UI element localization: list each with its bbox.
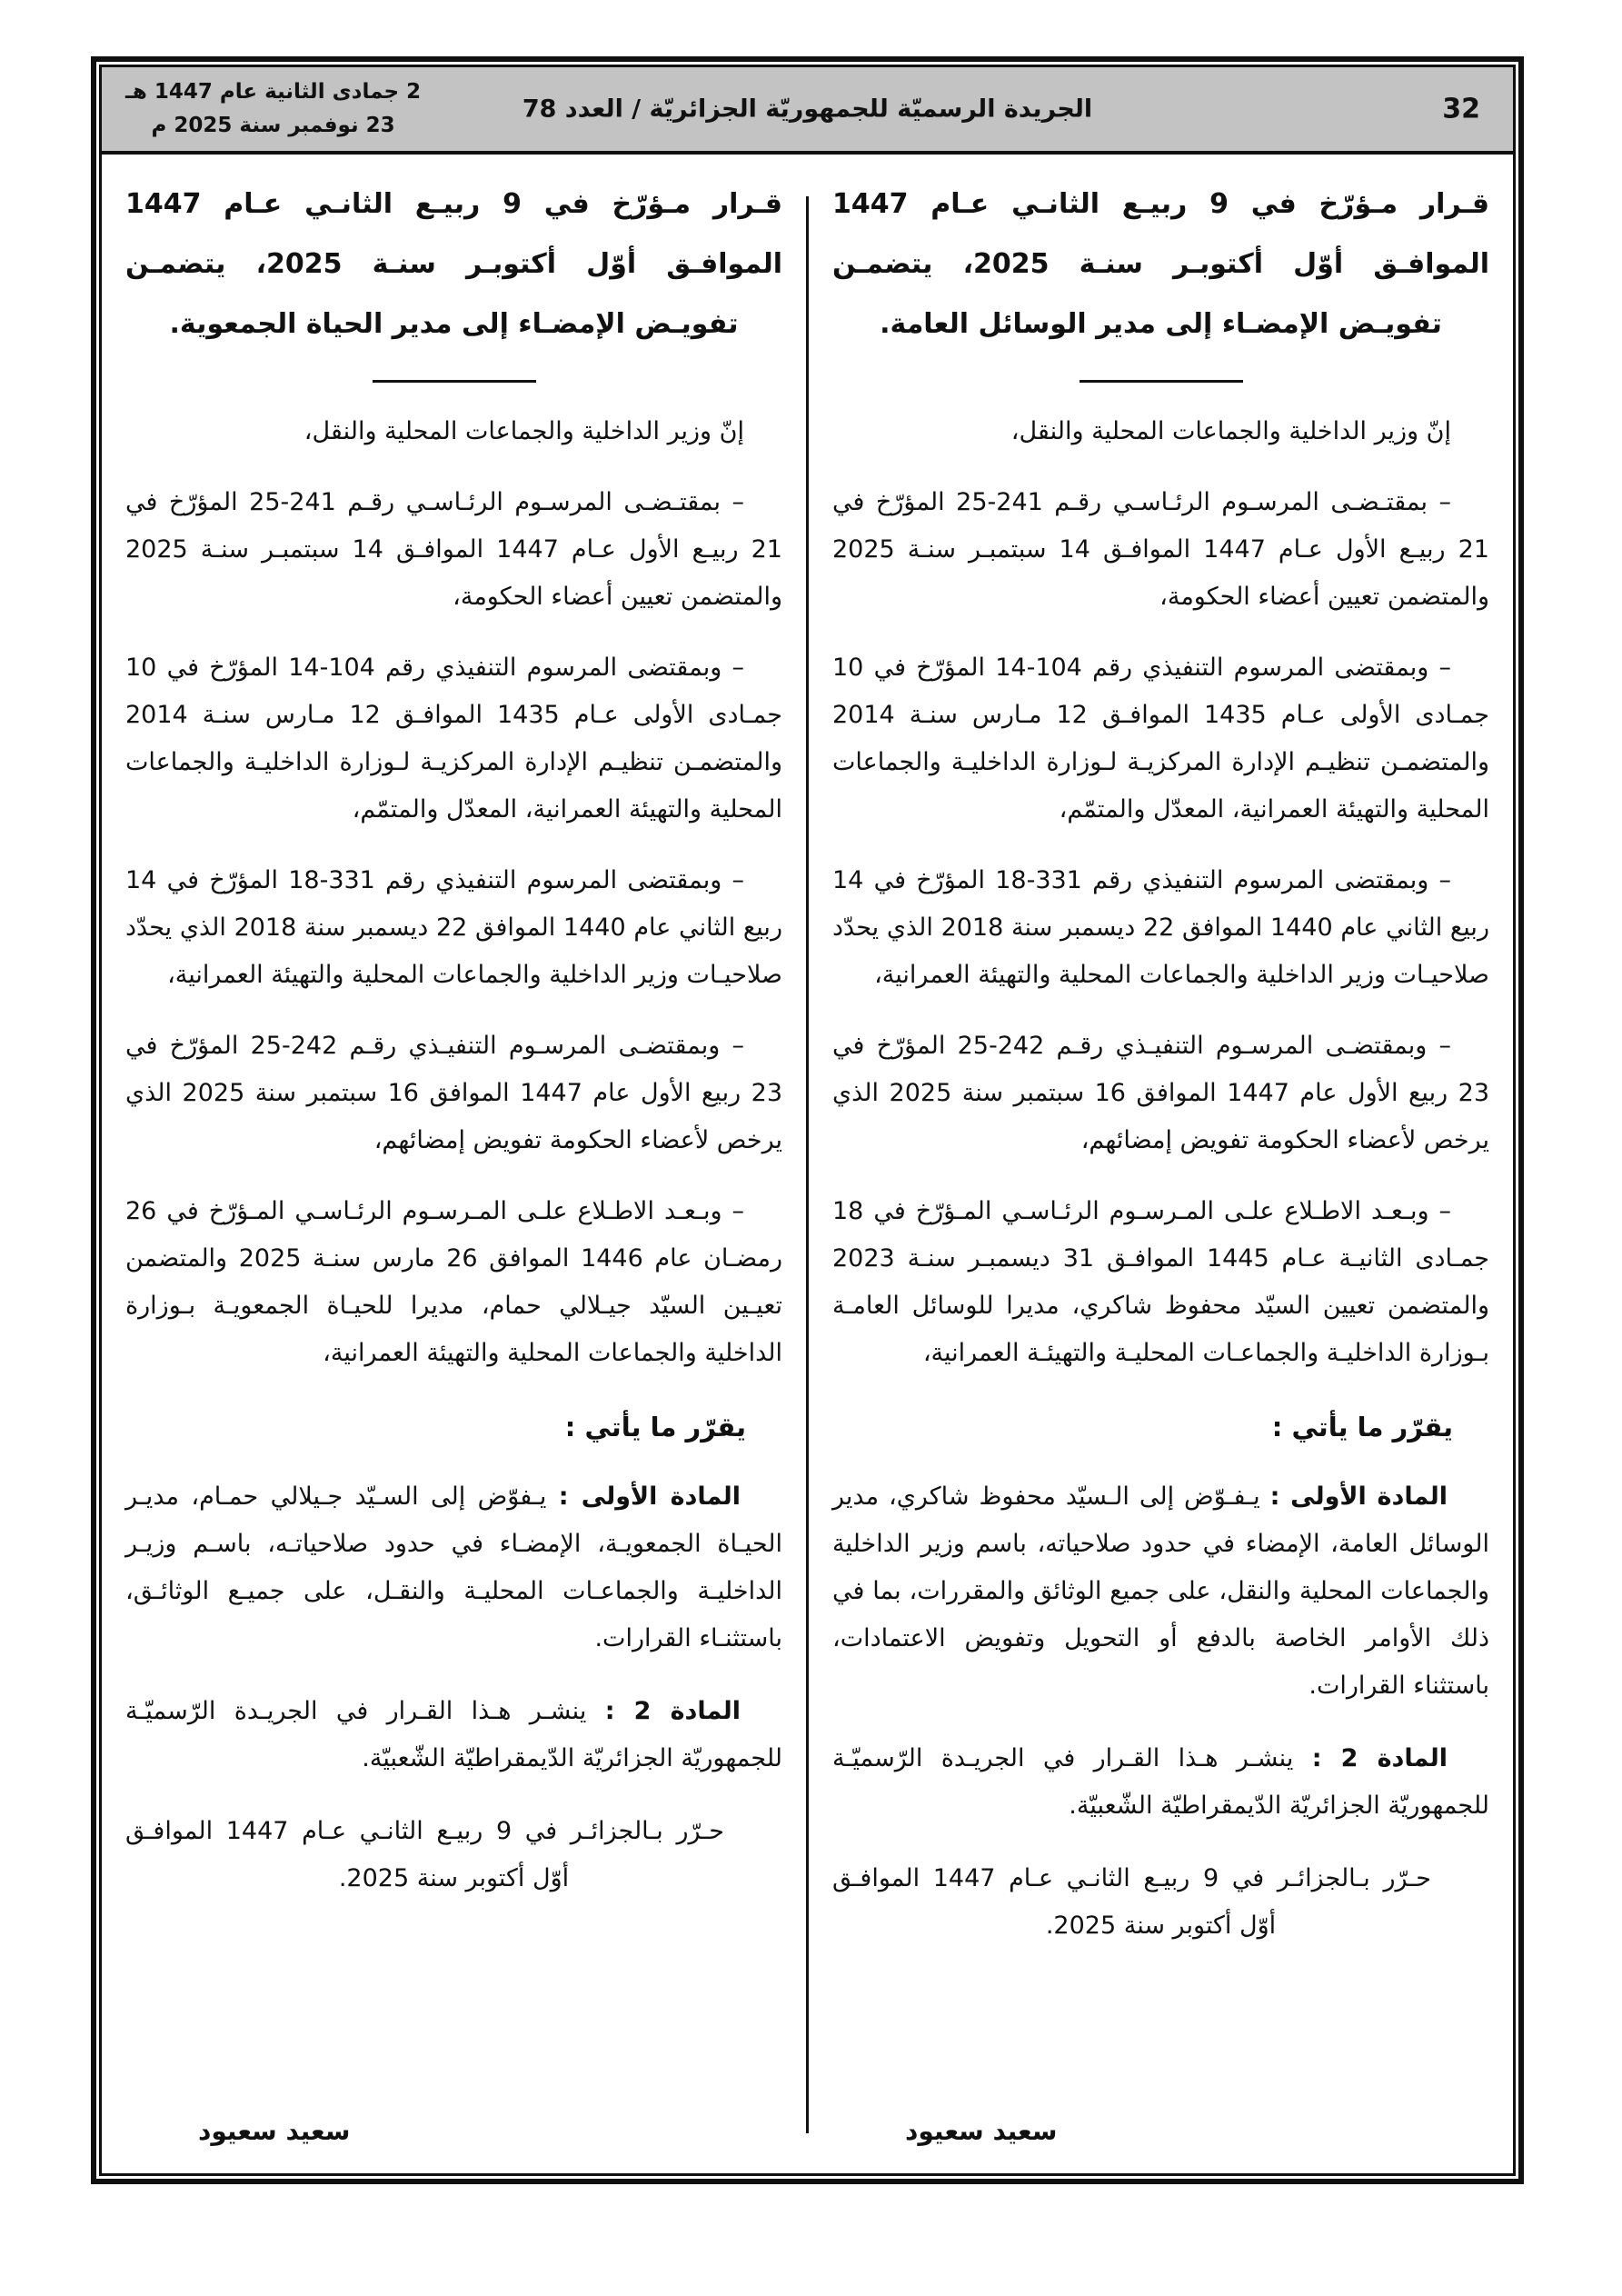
article-label: المادة 2 : (1311, 1744, 1448, 1772)
visa-clause: – وبمقتضـى المرسـوم التنفيـذي رقـم 242-25 المؤرّخ في 23 ربيع الأول عام 1447 الموافق 16 سبتمبر سنة 2025 الذي يرخص لأعضاء الحكومة تفويض إمضائهم، (125, 1032, 782, 1154)
closing-date-line: حـرّر بـالجزائـر في 9 ربيـع الثانـي عـام 1447 الموافـق أوّل أكتوبر سنة 2025. (832, 1864, 1431, 1940)
date-gregorian: 23 نوفمبر سنة 2025 م (151, 114, 395, 137)
column-divider (806, 196, 809, 2133)
visa-clause: – وبمقتضى المرسوم التنفيذي رقم 331-18 المؤرّخ في 14 ربيع الثاني عام 1440 الموافق 22 ديسمبر سنة 2018 الذي يحدّد صلاحيـات وزير الداخلية والجماعات المحلية والتهيئة العمرانية، (125, 866, 782, 989)
masthead-dates (125, 75, 421, 143)
visa-clause: – وبمقتضى المرسوم التنفيذي رقم 104-14 المؤرّخ في 10 جمـادى الأولى عـام 1435 الموافـق 12 مـارس سنـة 2014 والمتضمـن تنظيـم الإدارة المركزيـة لـوزارة الداخليـة والجماعات المحلية والتهيئة العمرانية، المعدّل والمتمّم، (832, 654, 1489, 824)
decree-enactment-line: يقرّر ما يأتي : (1271, 1412, 1453, 1442)
title-separator (1080, 380, 1243, 383)
decree-column-associative-life (114, 155, 793, 2173)
article-1 (832, 1473, 1489, 1710)
article-2 (125, 1688, 782, 1782)
visa-clause: – وبـعـد الاطـلاع علـى المـرسـوم الرئـاسـي المـؤرّخ في 18 جمـادى الثانيـة عـام 1445 الموافـق 31 ديسمبـر سنـة 2023 والمتضمن تعيين السيّد محفوظ شاكري، مديرا للوسائل العامـة بـوزارة الداخليـة والجماعـات المحليـة والتهيئـة العمرانية، (832, 1197, 1489, 1367)
article-text: ينشـر هـذا القـرار في الجريـدة الرّسميّـة للجمهوريّة الجزائريّة الدّيمقراطيّة الشّعبيّة. (832, 1744, 1489, 1820)
decree-title: قـرار مـؤرّخ في 9 ربيـع الثانـي عـام 1447 الموافـق أوّل أكتوبـر سنـة 2025، يتضمـن تفويـض الإمضـاء إلى مدير الحياة الجمعوية. (125, 188, 783, 340)
article-text: يـفوّض إلى السـيّد جـيلالي حمـام، مديـر الحيـاة الجمعويـة، الإمضـاء في حدود صلاحياتـه، باسـم وزيـر الداخليـة والجماعـات المحليـة والنقـل، على جميـع الوثائـق، باستثنـاء القرارات. (125, 1482, 782, 1652)
columns-area (102, 155, 1513, 2173)
visa-clause: – وبمقتضى المرسوم التنفيذي رقم 104-14 المؤرّخ في 10 جمـادى الأولى عـام 1435 الموافـق 12 مـارس سنـة 2014 والمتضمـن تنظيـم الإدارة المركزيـة لـوزارة الداخليـة والجماعات المحلية والتهيئة العمرانية، المعدّل والمتمّم، (125, 654, 782, 824)
article-label: المادة 2 : (604, 1697, 741, 1725)
visa-clause: – وبمقتضى المرسوم التنفيذي رقم 331-18 المؤرّخ في 14 ربيع الثاني عام 1440 الموافق 22 ديسمبر سنة 2018 الذي يحدّد صلاحيـات وزير الداخلية والجماعات المحلية والتهيئة العمرانية، (832, 866, 1489, 989)
minister-signature: سعيد سعيود (198, 2116, 351, 2146)
minister-intro: إنّ وزير الداخلية والجماعات المحلية والنقل، (1010, 417, 1451, 445)
closing-date-line: حـرّر بـالجزائـر في 9 ربيـع الثانـي عـام 1447 الموافـق أوّل أكتوبر سنة 2025. (125, 1817, 724, 1892)
journal-title: الجريدة الرسميّة للجمهوريّة الجزائريّة / العدد 78 (522, 95, 1093, 124)
decree-column-general-means (821, 155, 1500, 2173)
article-1 (125, 1473, 782, 1662)
decree-title: قـرار مـؤرّخ في 9 ربيـع الثانـي عـام 1447 الموافـق أوّل أكتوبـر سنـة 2025، يتضمـن تفويـض الإمضـاء إلى مدير الوسائل العامة. (832, 188, 1490, 340)
visa-clause: – بمقتـضـى المرسـوم الرئـاسـي رقـم 241-25 المؤرّخ في 21 ربيـع الأول عـام 1447 الموافـق 14 سبتمبـر سنـة 2025 والمتضمن تعيين أعضاء الحكومة، (125, 488, 782, 611)
visa-clause: – وبـعـد الاطـلاع علـى المـرسـوم الرئـاسـي المـؤرّخ في 26 رمضـان عام 1446 الموافق 26 مارس سنـة 2025 والمتضمن تعيـين السيّد جيـلالي حمام، مديرا للحيـاة الجمعويـة بـوزارة الداخلية والجماعات المحلية والتهيئة العمرانية، (125, 1197, 782, 1367)
minister-intro: إنّ وزير الداخلية والجماعات المحلية والنقل، (304, 417, 744, 445)
title-separator (373, 380, 536, 383)
decree-enactment-line: يقرّر ما يأتي : (564, 1412, 746, 1442)
minister-signature: سعيد سعيود (905, 2116, 1058, 2146)
article-text: يـفـوّض إلى الـسيّد محفوظ شاكري، مدير الوسائل العامة، الإمضاء في حدود صلاحياته، باسم وزير الداخلية والجماعات المحلية والنقل، على جميع الوثائق والمقررات، بما في ذلك الأوامر الخاصة بالدفع أو التحويل وتفويض الاعتمادات، باستثناء القرارات. (832, 1482, 1489, 1700)
visa-clause: – وبمقتضـى المرسـوم التنفيـذي رقـم 242-25 المؤرّخ في 23 ربيع الأول عام 1447 الموافق 16 سبتمبر سنة 2025 الذي يرخص لأعضاء الحكومة تفويض إمضائهم، (832, 1032, 1489, 1154)
date-hijri: 2 جمادى الثانية عام 1447 هـ (125, 80, 422, 104)
page-frame-inner (99, 65, 1516, 2176)
article-label: المادة الأولى : (1269, 1482, 1448, 1511)
page-frame (91, 56, 1524, 2184)
page-number: 32 (1442, 93, 1480, 125)
article-text: ينشـر هـذا القـرار في الجريـدة الرّسميّـة للجمهوريّة الجزائريّة الدّيمقراطيّة الشّعبيّة. (125, 1697, 782, 1772)
masthead (102, 67, 1513, 155)
article-2 (832, 1735, 1489, 1830)
article-label: المادة الأولى : (558, 1482, 741, 1511)
visa-clause: – بمقتـضـى المرسـوم الرئـاسـي رقـم 241-25 المؤرّخ في 21 ربيـع الأول عـام 1447 الموافـق 14 سبتمبـر سنـة 2025 والمتضمن تعيين أعضاء الحكومة، (832, 488, 1489, 611)
